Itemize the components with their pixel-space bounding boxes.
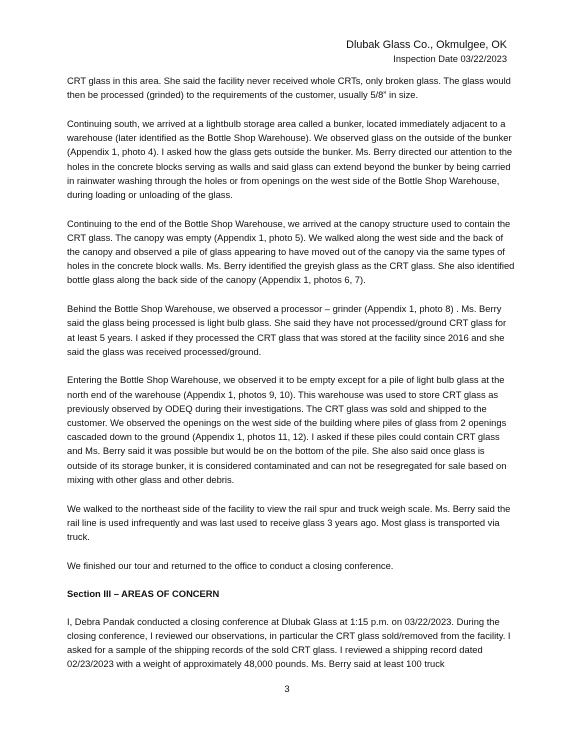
paragraph: We finished our tour and returned to the office to conduct a closing conference. (67, 560, 394, 571)
paragraph: CRT glass in this area. She said the facility never received whole CRTs, only broken glass. The glass would then be processed (grinded) to the requirements of the customer, usually 5/8” in size. (67, 76, 511, 101)
document-body (67, 74, 515, 686)
inspection-date: Inspection Date 03/22/2023 (393, 54, 507, 64)
paragraph: Entering the Bottle Shop Warehouse, we observed it to be empty except for a pile of light bulb glass at the north end of the warehouse (Appendix 1, photos 9, 10). This warehouse was used to store CRT glass as previously observed by ODEQ during their investigations. The CRT glass was sold and shipped to the customer. We observed the openings on the west side of the building where piles of glass from 2 openings cascaded down to the ground (Appendix 1, photos 11, 12). I asked if these piles could contain CRT glass and Ms. Berry said it was possible but would be on the bottom of the pile. She also said once glass is outside of its storage bunker, it is considered contaminated and can not be resegregated for sale based on mixing with other glass and other debris. (67, 375, 507, 485)
paragraph: Behind the Bottle Shop Warehouse, we observed a processor – grinder (Appendix 1, photo 8) . Ms. Berry said the glass being processed is light bulb glass. She said they have not processed/ground CRT glass for at least 5 years. I asked if they processed the CRT glass that was stored at the facility since 2016 and she said the glass was received processed/ground. (67, 304, 507, 357)
section-heading: Section III – AREAS OF CONCERN (67, 589, 220, 600)
page-header (346, 38, 507, 66)
paragraph: Continuing south, we arrived at a lightbulb storage area called a bunker, located immediately adjacent to a warehouse (later identified as the Bottle Shop Warehouse). We observed glass on the outside of the bunker (Appendix 1, photo 4). I asked how the glass gets outside the bunker. Ms. Berry directed our attention to the holes in the concrete blocks serving as walls and said glass can extend beyond the bunker by being carried in rainwater washing through the holes or from openings on the west side of the Bottle Shop Warehouse, during loading or unloading of the glass. (67, 118, 513, 200)
company-name: Dlubak Glass Co., Okmulgee, OK (346, 39, 507, 51)
paragraph: Continuing to the end of the Bottle Shop Warehouse, we arrived at the canopy structure used to contain the CRT glass. The canopy was empty (Appendix 1, photo 5). We walked along the west side and the back of the canopy and observed a pile of glass appearing to have moved out of the canopy via the same types of holes in the concrete block walls. Ms. Berry identified the greyish glass as the CRT glass. She also identified bottle glass along the back side of the canopy (Appendix 1, photos 6, 7). (67, 218, 515, 286)
paragraph: We walked to the northeast side of the facility to view the rail spur and truck weigh scale. Ms. Berry said the rail line is used infrequently and was last used to receive glass 3 years ago. Most glass is transported via truck. (67, 503, 511, 542)
paragraph: I, Debra Pandak conducted a closing conference at Dlubak Glass at 1:15 p.m. on 03/22/2023. During the closing conference, I reviewed our observations, in particular the CRT glass sold/removed from the facility. I asked for a sample of the shipping records of the sold CRT glass. I reviewed a shipping record dated 02/23/2023 with a weight of approximately 48,000 pounds. Ms. Berry said at least 100 truck (67, 616, 511, 670)
page-number: 3 (284, 684, 290, 695)
